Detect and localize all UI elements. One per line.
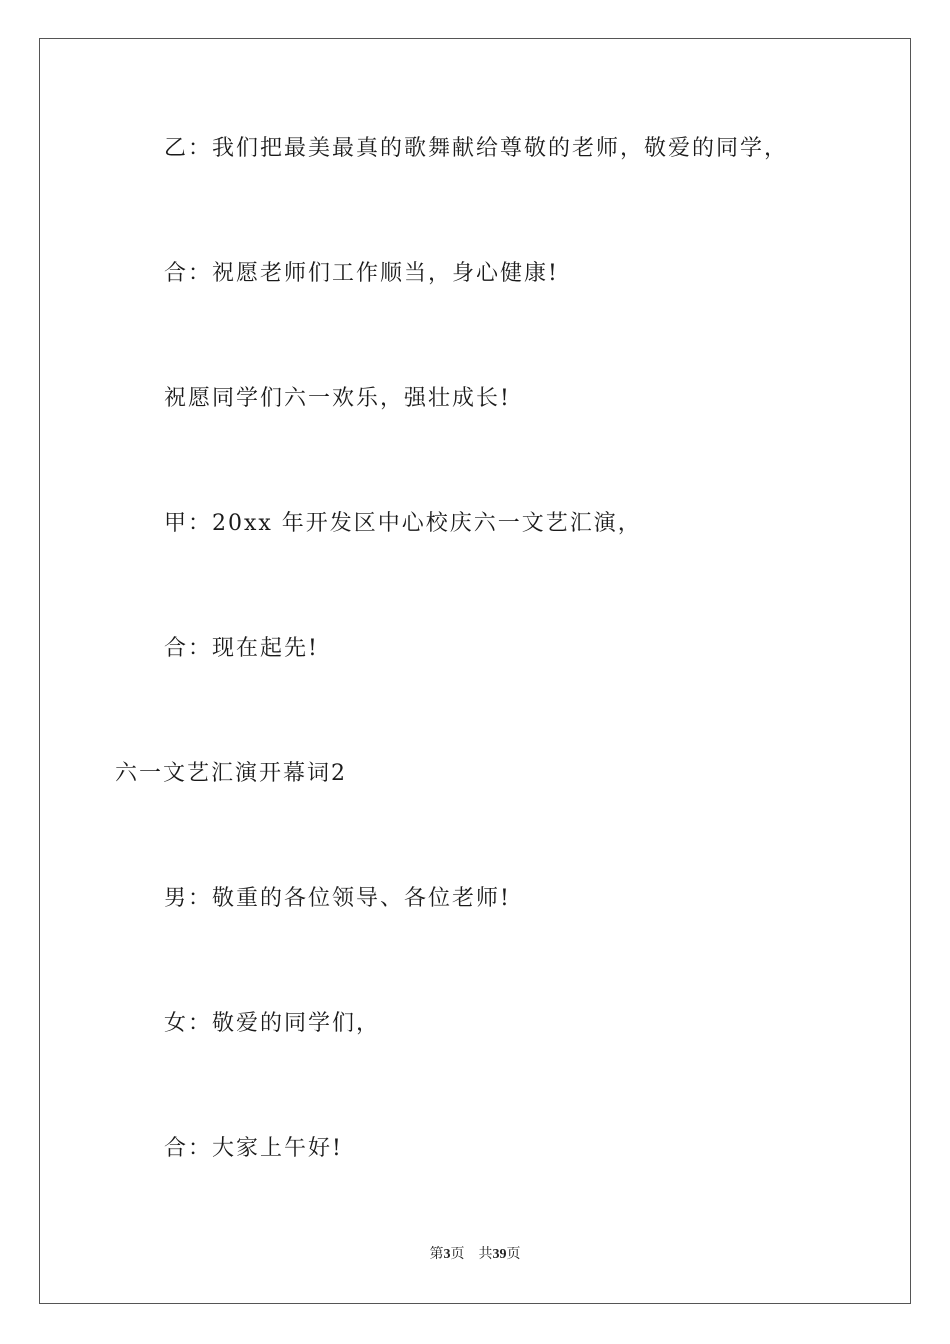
dialogue-line-nan: 男：敬重的各位领导、各位老师!: [164, 886, 511, 911]
current-page-number: 3: [443, 1247, 451, 1262]
total-unit: 页: [506, 1247, 521, 1262]
dialogue-line-jia: 甲：20xx 年开发区中心校庆六一文艺汇演，: [164, 511, 642, 536]
total-page-count: 39: [492, 1247, 507, 1262]
dialogue-line-nv: 女：敬爱的同学们，: [164, 1011, 381, 1036]
page-border: [39, 38, 911, 1304]
page-prefix: 第: [429, 1247, 444, 1262]
dialogue-line-wish: 祝愿同学们六一欢乐，强壮成长!: [164, 386, 511, 411]
section-heading: 六一文艺汇演开幕词2: [115, 761, 347, 786]
page-unit: 页: [450, 1247, 465, 1262]
dialogue-line-he-3: 合：大家上午好!: [164, 1136, 343, 1161]
dialogue-line-he-1: 合：祝愿老师们工作顺当，身心健康!: [164, 261, 559, 286]
dialogue-line-he-2: 合：现在起先!: [164, 636, 319, 661]
total-prefix: 共: [478, 1247, 493, 1262]
dialogue-line-yi: 乙：我们把最美最真的歌舞献给尊敬的老师，敬爱的同学，: [164, 136, 789, 161]
page-footer: [0, 1245, 950, 1265]
